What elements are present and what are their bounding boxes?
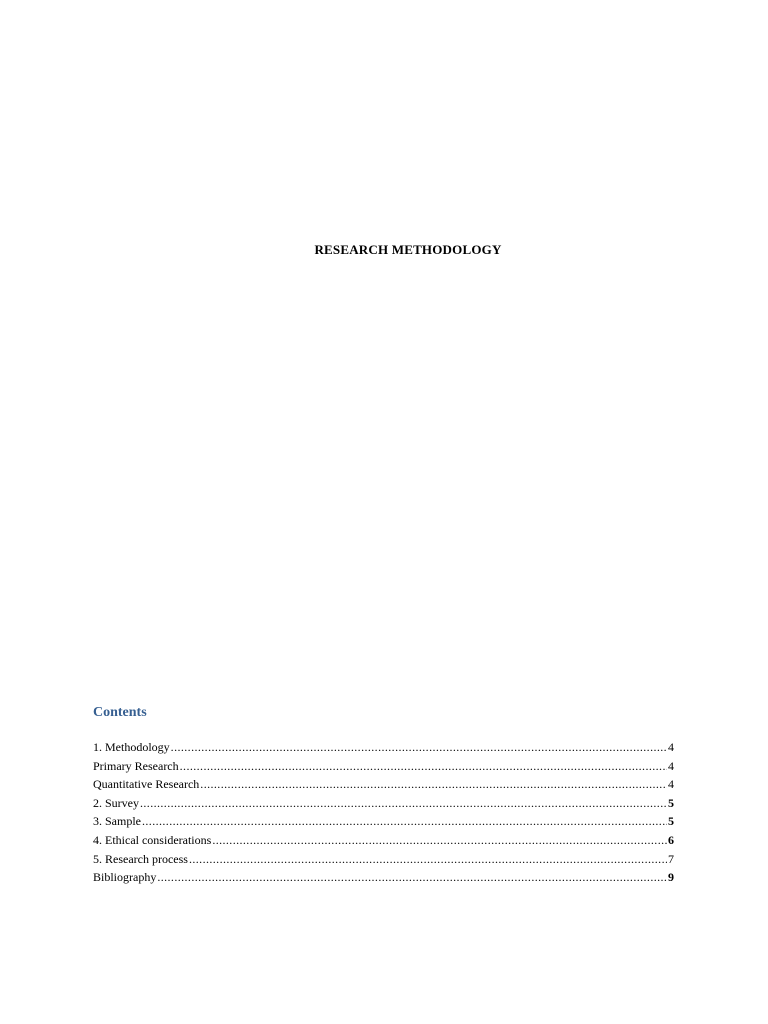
- toc-dot-leader: [212, 831, 667, 850]
- toc-page-number: 7: [668, 851, 674, 866]
- toc-dot-leader: [180, 757, 667, 776]
- toc-dot-leader: [140, 794, 667, 813]
- toc-page-number: 4: [668, 777, 674, 792]
- toc-page-number: 5: [668, 814, 674, 829]
- toc-entry-label: Quantitative Research: [93, 777, 200, 792]
- toc-entry-bibliography[interactable]: [93, 868, 674, 887]
- toc-page-number: 9: [668, 870, 674, 885]
- table-of-contents: [93, 738, 674, 887]
- toc-entry-research-process[interactable]: [93, 850, 674, 869]
- toc-entry-survey[interactable]: [93, 794, 674, 813]
- toc-entry-label: Bibliography: [93, 870, 157, 885]
- toc-entry-label: 1. Methodology: [93, 740, 170, 754]
- toc-dot-leader: [157, 868, 667, 887]
- contents-heading: Contents: [93, 705, 147, 720]
- toc-dot-leader: [189, 850, 667, 869]
- toc-entry-label: Primary Research: [93, 758, 179, 773]
- toc-entry-label: 3. Sample: [93, 814, 141, 829]
- toc-entry-sample[interactable]: [93, 812, 674, 831]
- toc-dot-leader: [171, 738, 667, 757]
- document-title: RESEARCH METHODOLOGY: [314, 242, 502, 257]
- toc-entry-label: 5. Research process: [93, 851, 188, 866]
- toc-page-number: 4: [668, 740, 674, 754]
- toc-page-number: 6: [668, 832, 674, 847]
- toc-entry-methodology[interactable]: [93, 738, 674, 757]
- toc-entry-primary-research[interactable]: [93, 757, 674, 776]
- toc-dot-leader: [200, 775, 667, 794]
- toc-entry-label: 4. Ethical considerations: [93, 832, 212, 847]
- toc-page-number: 4: [668, 758, 674, 773]
- toc-entry-label: 2. Survey: [93, 795, 139, 810]
- toc-entry-ethical-considerations[interactable]: [93, 831, 674, 850]
- toc-entry-quantitative-research[interactable]: [93, 775, 674, 794]
- toc-page-number: 5: [668, 795, 674, 810]
- toc-dot-leader: [142, 812, 667, 831]
